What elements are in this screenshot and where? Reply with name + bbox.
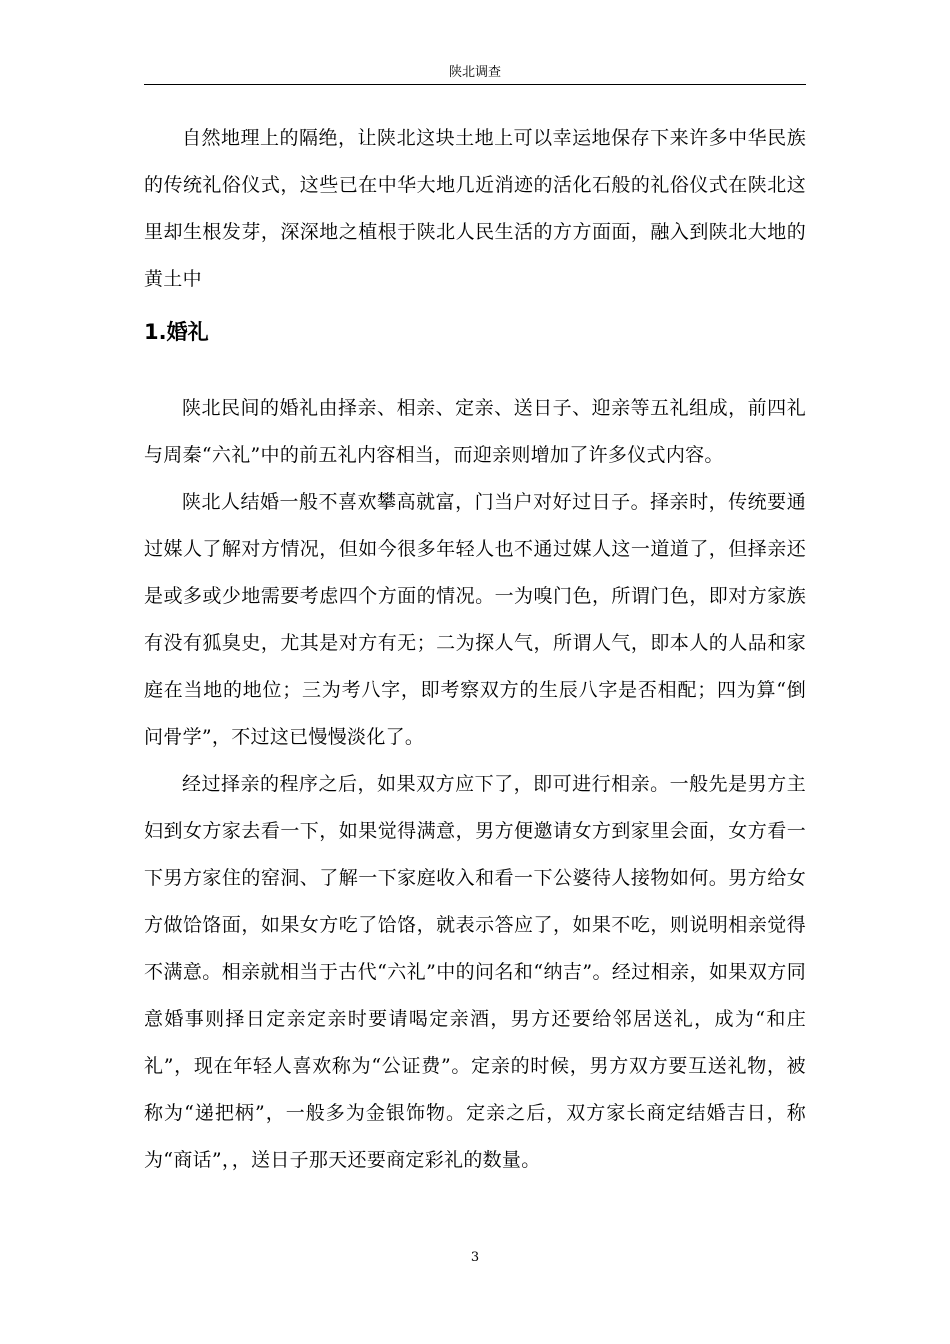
page-number: 3 bbox=[470, 1250, 480, 1265]
running-header: 陕北调查 bbox=[448, 65, 501, 80]
intro-paragraph: 自然地理上的隔绝，让陕北这块土地上可以幸运地保存下来许多中华民族的传统礼俗仪式，这些已在中华大地几近消迹的活化石般的礼俗仪式在陕北这里却生根发芽，深深地之植根于陕北人民生活的方方面面，融入到陕北大地的黄土中 bbox=[144, 127, 806, 290]
paragraph-wedding-overview: 陕北民间的婚礼由择亲、相亲、定亲、送日子、迎亲等五礼组成，前四礼与周秦“六礼”中的前五礼内容相当，而迎亲则增加了许多仪式内容。 bbox=[144, 397, 806, 466]
header-rule bbox=[144, 84, 806, 85]
paragraph-choosing-spouse: 陕北人结婚一般不喜欢攀高就富，门当户对好过日子。择亲时，传统要通过媒人了解对方情况，但如今很多年轻人也不通过媒人这一道道了，但择亲还是或多或少地需要考虑四个方面的情况。一为嗅门色，所谓门色，即对方家族有没有狐臭史，尤其是对方有无；二为探人气，所谓人气，即本人的人品和家庭在当地的地位；三为考八字，即考察双方的生辰八字是否相配；四为算“倒问骨学”，不过这已慢慢淡化了。 bbox=[144, 491, 806, 748]
body-text bbox=[144, 115, 806, 1184]
section-heading: 1.婚礼 bbox=[144, 320, 209, 344]
paragraph-meeting-engagement: 经过择亲的程序之后，如果双方应下了，即可进行相亲。一般先是男方主妇到女方家去看一下，如果觉得满意，男方便邀请女方到家里会面，女方看一下男方家住的窑洞、了解一下家庭收入和看一下公婆待人接物如何。男方给女方做饸饹面，如果女方吃了饸饹，就表示答应了，如果不吃，则说明相亲觉得不满意。相亲就相当于古代“六礼”中的问名和“纳吉”。经过相亲，如果双方同意婚事则择日定亲定亲时要请喝定亲酒，男方还要给邻居送礼，成为“和庄礼”，现在年轻人喜欢称为“公证费”。定亲的时候，男方双方要互送礼物，被称为“递把柄”，一般多为金银饰物。定亲之后，双方家长商定结婚吉日，称为“商话”，，送日子那天还要商定彩礼的数量。 bbox=[144, 773, 806, 1171]
